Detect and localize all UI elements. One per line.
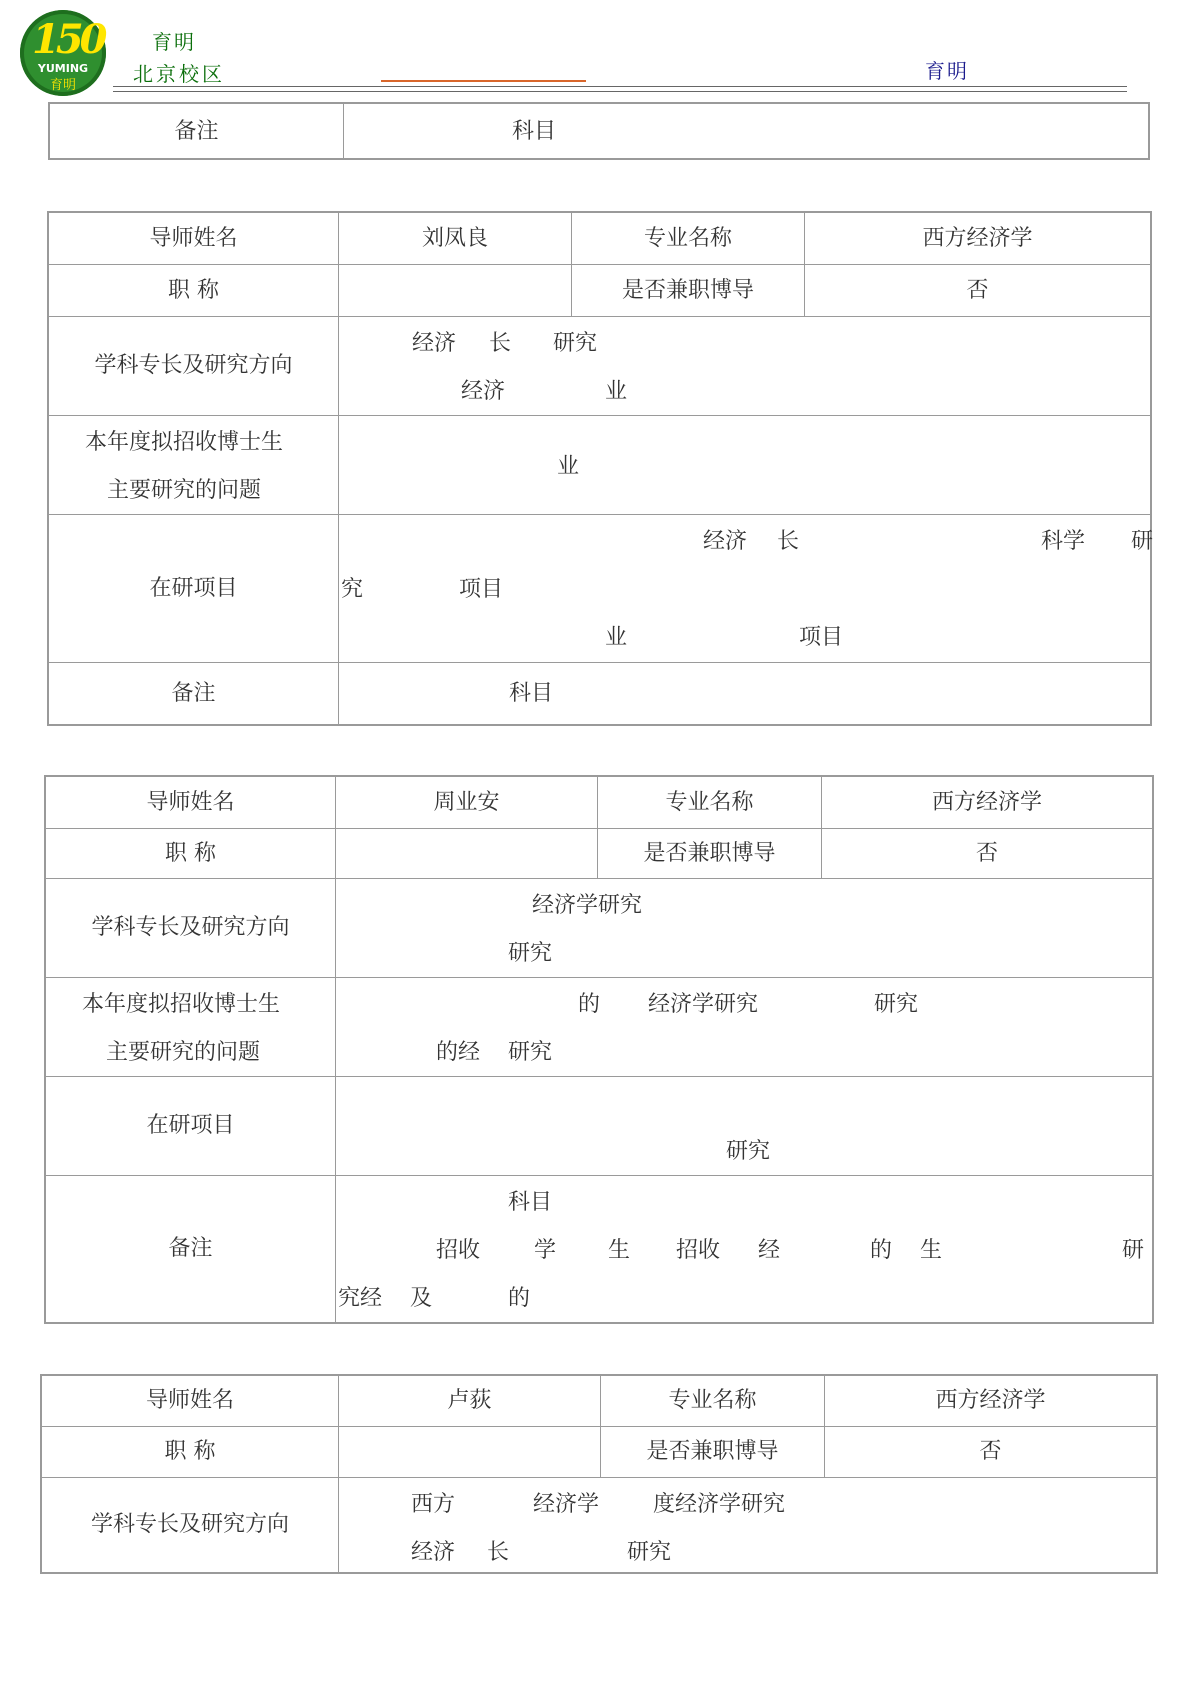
major-value: 西方经济学	[805, 213, 1150, 265]
advisor-name: 卢荻	[339, 1376, 601, 1427]
concurrent-value: 否	[822, 829, 1152, 879]
remark-value: 科目	[512, 119, 557, 144]
name-label: 导师姓名	[42, 1376, 339, 1427]
remark-text: 的	[870, 1238, 893, 1263]
direction-text: 研究	[553, 331, 598, 356]
advisor-table-2	[44, 775, 1154, 1324]
problems-text: 研究	[508, 1040, 553, 1065]
remark-label: 备注	[50, 104, 344, 160]
problems-label-line2: 主要研究的问题	[106, 1040, 261, 1065]
direction-cell	[336, 879, 1152, 978]
remark-text: 科目	[508, 1190, 553, 1215]
direction-text: 经济	[411, 1540, 456, 1565]
title-value	[339, 265, 572, 317]
title-label: 职 称	[49, 265, 339, 317]
title-label: 职 称	[42, 1427, 339, 1478]
remark-text: 的	[508, 1286, 531, 1311]
direction-text: 研究	[627, 1540, 672, 1565]
remark-cell	[336, 1176, 1152, 1322]
remark-text: 生	[608, 1238, 631, 1263]
remark-text: 招收	[436, 1238, 481, 1263]
name-label: 导师姓名	[46, 777, 336, 829]
header-accent-rule	[381, 80, 586, 82]
direction-cell	[339, 317, 1150, 416]
problems-label-cell	[49, 416, 339, 515]
remark-text: 经	[758, 1238, 781, 1263]
direction-text: 经济	[412, 331, 457, 356]
remark-text: 生	[920, 1238, 943, 1263]
direction-cell	[339, 1478, 1156, 1572]
problems-text: 的经	[436, 1040, 481, 1065]
major-label: 专业名称	[572, 213, 805, 265]
header-rule-bottom	[113, 91, 1127, 92]
remark-cell	[339, 663, 1150, 724]
remark-text: 究经	[338, 1286, 383, 1311]
logo-number: 150	[32, 16, 104, 63]
header-rule-top	[113, 86, 1127, 87]
projects-text: 究	[341, 577, 364, 602]
projects-label: 在研项目	[46, 1077, 336, 1176]
yuming-logo	[20, 10, 106, 96]
projects-text: 经济	[703, 529, 748, 554]
projects-text: 科学	[1041, 529, 1086, 554]
problems-text: 经济学研究	[648, 992, 759, 1017]
advisor-table-1	[47, 211, 1152, 726]
projects-text: 长	[777, 529, 800, 554]
campus-name: 北京校区	[133, 62, 225, 86]
problems-text: 的	[578, 992, 601, 1017]
remark-text: 研	[1122, 1238, 1145, 1263]
direction-text: 西方	[411, 1492, 456, 1517]
table-fragment-top	[48, 102, 1150, 160]
major-label: 专业名称	[601, 1376, 825, 1427]
problems-label-line2: 主要研究的问题	[107, 478, 262, 503]
remark-label: 备注	[46, 1176, 336, 1322]
projects-text: 项目	[459, 577, 504, 602]
direction-text: 经济	[461, 379, 506, 404]
problems-label-line1: 本年度拟招收博士生	[82, 992, 281, 1017]
projects-label: 在研项目	[49, 515, 339, 663]
brand-name-right: 育明	[925, 59, 969, 83]
direction-text: 长	[487, 1540, 510, 1565]
direction-text: 研究	[508, 941, 553, 966]
advisor-table-3	[40, 1374, 1158, 1574]
problems-cell	[339, 416, 1150, 515]
remark-text: 招收	[676, 1238, 721, 1263]
remark-value-cell	[344, 104, 1148, 160]
advisor-name: 周业安	[336, 777, 598, 829]
title-value	[336, 829, 598, 879]
remark-text: 科目	[509, 681, 554, 706]
title-label: 职 称	[46, 829, 336, 879]
advisor-name: 刘凤良	[339, 213, 572, 265]
remark-text: 学	[534, 1238, 557, 1263]
remark-label: 备注	[49, 663, 339, 724]
major-value: 西方经济学	[825, 1376, 1156, 1427]
direction-label: 学科专长及研究方向	[49, 317, 339, 416]
direction-text: 经济学	[533, 1492, 600, 1517]
direction-text: 长	[489, 331, 512, 356]
problems-label-line1: 本年度拟招收博士生	[85, 430, 284, 455]
problems-cell	[336, 978, 1152, 1077]
title-value	[339, 1427, 601, 1478]
direction-text: 度经济学研究	[653, 1492, 786, 1517]
concurrent-value: 否	[805, 265, 1150, 317]
projects-text: 项目	[799, 625, 844, 650]
problems-label-cell	[46, 978, 336, 1077]
problems-text: 研究	[874, 992, 919, 1017]
direction-label: 学科专长及研究方向	[46, 879, 336, 978]
projects-text: 业	[605, 625, 628, 650]
projects-cell	[336, 1077, 1152, 1176]
direction-text: 经济学研究	[532, 893, 643, 918]
problems-text: 业	[557, 454, 580, 479]
concurrent-label: 是否兼职博导	[601, 1427, 825, 1478]
concurrent-label: 是否兼职博导	[572, 265, 805, 317]
major-value: 西方经济学	[822, 777, 1152, 829]
logo-chinese: 育明	[49, 78, 76, 93]
name-label: 导师姓名	[49, 213, 339, 265]
projects-cell	[339, 515, 1154, 663]
concurrent-label: 是否兼职博导	[598, 829, 822, 879]
logo-english: YUMING	[37, 62, 89, 75]
major-label: 专业名称	[598, 777, 822, 829]
concurrent-value: 否	[825, 1427, 1156, 1478]
remark-text: 及	[410, 1286, 433, 1311]
brand-name: 育明	[152, 30, 196, 54]
direction-label: 学科专长及研究方向	[42, 1478, 339, 1572]
direction-text: 业	[605, 379, 628, 404]
projects-text: 研究	[726, 1139, 771, 1164]
projects-text: 研	[1131, 529, 1154, 554]
